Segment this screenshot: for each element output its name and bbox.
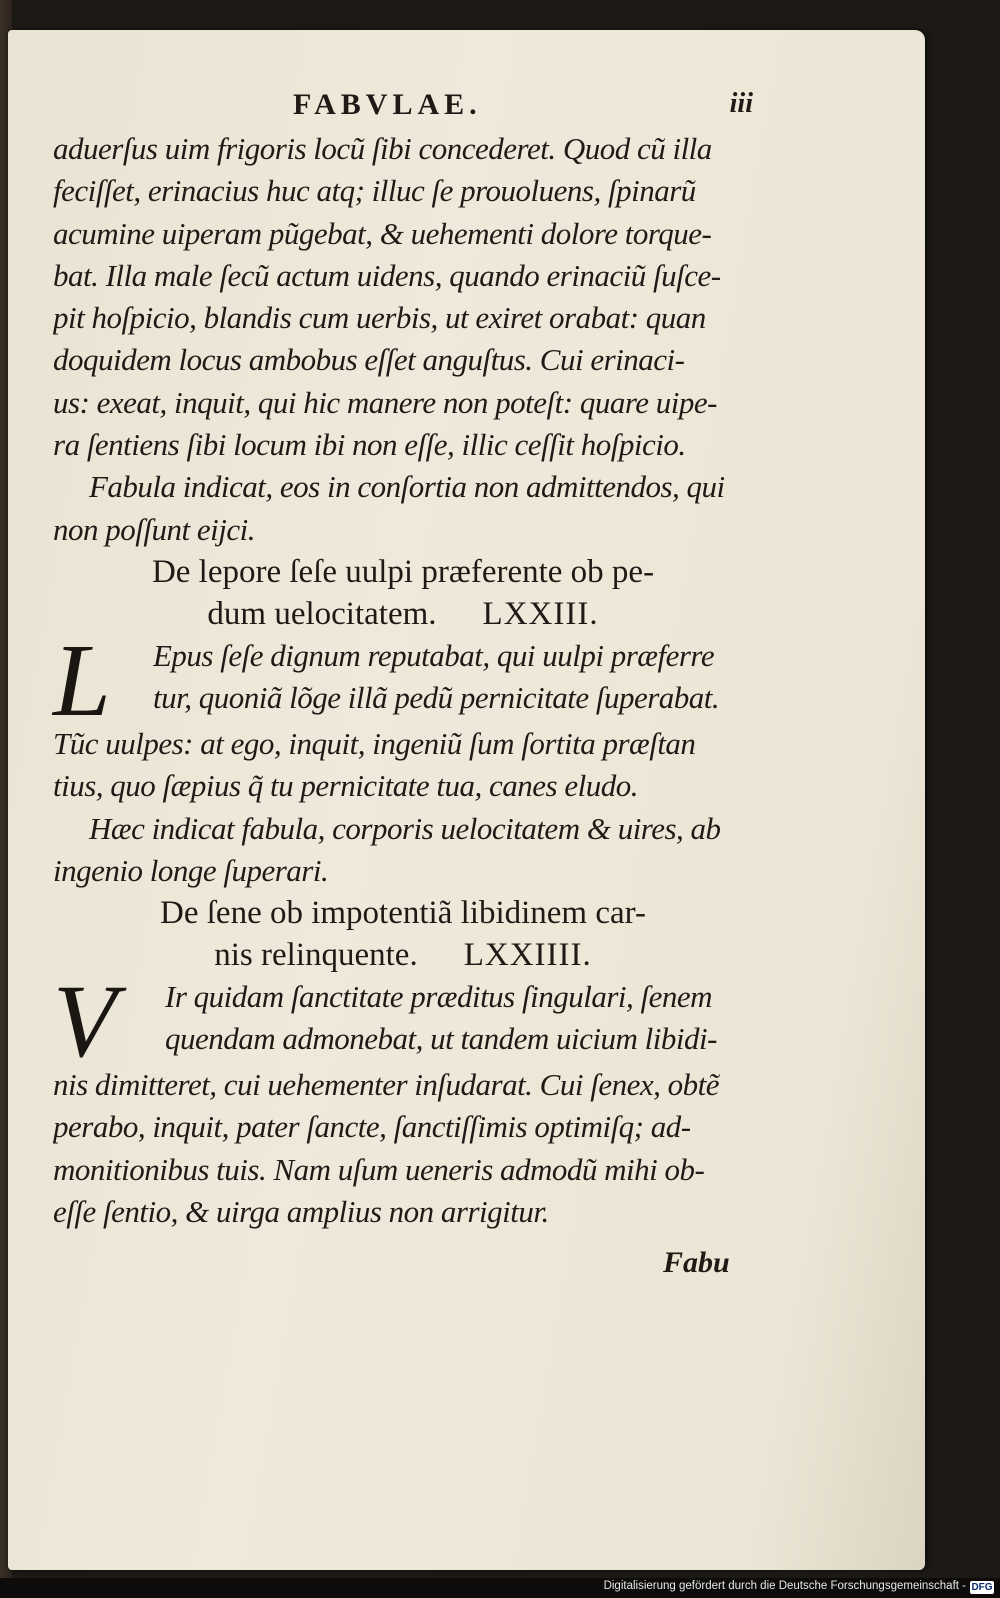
fable-73-heading: [53, 551, 753, 635]
heading-line: De lepore ſeſe uulpi præferente ob pe-: [151, 553, 655, 590]
text-line: acumine uiperam pũgebat, & uehementi dolore torque-: [53, 215, 712, 251]
text-line: Ir quidam ſanctitate præditus ſingulari, ſenem: [165, 979, 713, 1015]
running-head-title: FABVLAE.: [293, 88, 482, 121]
heading-line: dum uelocitatem.: [207, 595, 437, 632]
text-line: us: exeat, inquit, qui hic manere non poteſt: quare uipe-: [53, 384, 717, 420]
text-line: eſſe ſentio, & uirga amplius non arrigitur.: [53, 1194, 549, 1230]
dfg-logo-icon: DFG: [971, 1582, 993, 1593]
fable-72-text: [53, 128, 753, 551]
text-line: Epus ſeſe dignum reputabat, qui uulpi præferre: [153, 637, 715, 673]
heading-line-2: [53, 934, 753, 976]
text-line: tur, quoniã lõge illã pedũ pernicitate ſuperabat.: [153, 680, 720, 716]
text-line: aduerſus uim frigoris locũ ſibi concederet. Quod cũ illa: [53, 131, 712, 166]
fable-number: LXXIII.: [482, 595, 599, 632]
running-head: [53, 88, 753, 128]
text-line: feciſſet, erinacius huc atq; illuc ſe prouoluens, ſpinarũ: [53, 173, 696, 209]
fable-74-text: [53, 964, 753, 1233]
fable-73-text: [53, 622, 753, 892]
heading-line: De ſene ob impotentiã libidinem car-: [160, 895, 646, 932]
text-line: Tũc uulpes: at ego, inquit, ingeniũ ſum ſortita præſtan: [53, 725, 696, 761]
fable-number: LXXIIII.: [463, 937, 592, 974]
page-content: [53, 88, 753, 1279]
dropcap-letter: V: [53, 964, 117, 1080]
text-line: ra ſentiens ſibi locum ibi non eſſe, illic ceſſit hoſpicio.: [53, 427, 686, 463]
heading-line-2: [53, 593, 753, 635]
book-page: [8, 30, 925, 1570]
heading-line: nis relinquente.: [214, 937, 418, 974]
text-line: doquidem locus ambobus eſſet anguſtus. Cui erinaci-: [53, 342, 685, 378]
moral-line: Fabula indicat, eos in conſortia non admittendos, qui: [89, 469, 725, 505]
moral-line: ingenio longe ſuperari.: [53, 852, 329, 888]
text-line: quendam admonebat, ut tandem uicium libidi-: [165, 1021, 717, 1057]
funding-credit: Digitalisierung gefördert durch die Deutsche Forschungsgemeinschaft -: [603, 1580, 966, 1592]
dropcap-letter: L: [53, 622, 111, 738]
text-line: bat. Illa male ſecũ actum uidens, quando erinaciũ ſuſce-: [53, 257, 721, 293]
text-line: pit hoſpicio, blandis cum uerbis, ut exiret orabat: quan: [53, 300, 706, 336]
footer-bar: [0, 1578, 1000, 1598]
moral-line: non poſſunt eijci.: [53, 511, 255, 547]
text-line: tius, quo ſæpius q̃ tu pernicitate tua, canes eludo.: [53, 768, 638, 804]
text-line: perabo, inquit, pater ſancte, ſanctiſſimis optimiſq; ad-: [53, 1109, 691, 1145]
moral-line: Hæc indicat fabula, corporis uelocitatem & uires, ab: [89, 810, 721, 846]
catchword: Fabu: [663, 1246, 730, 1279]
text-line: monitionibus tuis. Nam uſum ueneris admodũ mihi ob-: [53, 1151, 705, 1187]
fable-74-heading: [53, 892, 753, 976]
text-line: nis dimitteret, cui uehementer inſudarat. Cui ſenex, obtẽ: [53, 1067, 719, 1103]
folio-number: iii: [729, 88, 753, 119]
